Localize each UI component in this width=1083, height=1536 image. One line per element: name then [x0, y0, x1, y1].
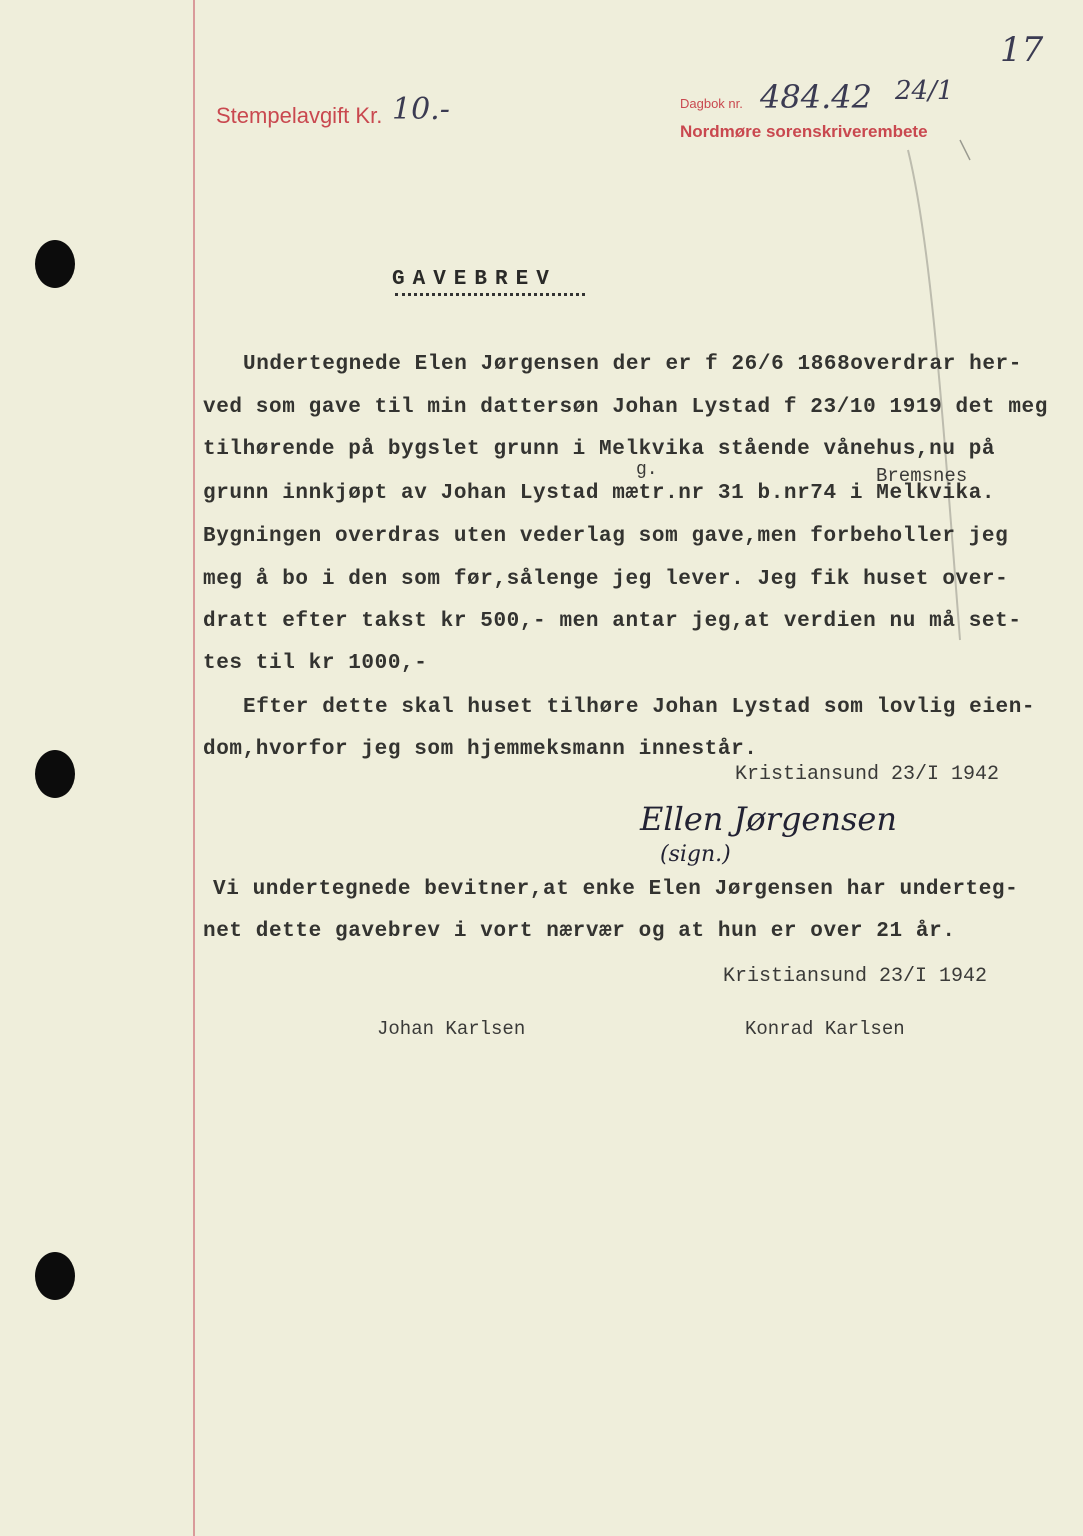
body-line-5: Bygningen overdras uten vederlag som gave,men forbeholler jeg	[203, 525, 1009, 548]
body-line-4: grunn innkjøpt av Johan Lystad mætr.nr 31 b.nr74 i Melkvika.	[203, 482, 996, 505]
journal-label: Dagbok nr.	[680, 96, 743, 111]
witness-1-name: Johan Karlsen	[377, 1018, 526, 1040]
journal-number: 484.42	[760, 78, 872, 116]
stamp-duty-amount: 10.-	[392, 92, 450, 127]
punch-hole-bottom	[35, 1252, 75, 1300]
punch-hole-top	[35, 240, 75, 288]
body-line-1: Undertegnede Elen Jørgensen der er f 26/6 1868overdrar her-	[243, 353, 1022, 376]
witness-line-1: Vi undertegnede bevitner,at enke Elen Jørgensen har underteg-	[213, 878, 1019, 901]
body-line-3: tilhørende på bygslet grunn i Melkvika stående vånehus,nu på	[203, 438, 996, 461]
place-date-2: Kristiansund 23/I 1942	[723, 965, 988, 988]
body-line-2: ved som gave til min dattersøn Johan Lystad f 23/10 1919 det meg	[203, 396, 1048, 419]
body-line-6: meg å bo i den som før,sålenge jeg lever. Jeg fik huset over-	[203, 568, 1009, 591]
signature-note: (sign.)	[660, 842, 731, 867]
journal-office: Nordmøre sorenskriverembete	[680, 122, 928, 141]
body-line-9: Efter dette skal huset tilhøre Johan Lystad som lovlig eien-	[243, 696, 1036, 719]
punch-hole-middle	[35, 750, 75, 798]
page-number: 17	[1000, 30, 1044, 70]
witness-2-name: Konrad Karlsen	[745, 1018, 905, 1040]
witness-line-2: net dette gavebrev i vort nærvær og at hun er over 21 år.	[203, 920, 956, 943]
body-line-8: tes til kr 1000,-	[203, 652, 428, 675]
margin-line	[193, 0, 195, 1536]
place-date-1: Kristiansund 23/I 1942	[735, 763, 1000, 786]
insertion-bremsnes: Bremsnes	[876, 465, 968, 487]
title-underline	[395, 293, 585, 296]
body-line-10: dom,hvorfor jeg som hjemmeksmann innestår.	[203, 738, 758, 761]
document-title: GAVEBREV	[392, 268, 557, 291]
stamp-duty-label: Stempelavgift Kr.	[216, 103, 383, 128]
body-line-7: dratt efter takst kr 500,- men antar jeg,at verdien nu må set-	[203, 610, 1022, 633]
signature: Ellen Jørgensen	[640, 800, 897, 838]
insertion-g: g.	[636, 460, 658, 480]
journal-date: 24/1	[895, 76, 954, 106]
